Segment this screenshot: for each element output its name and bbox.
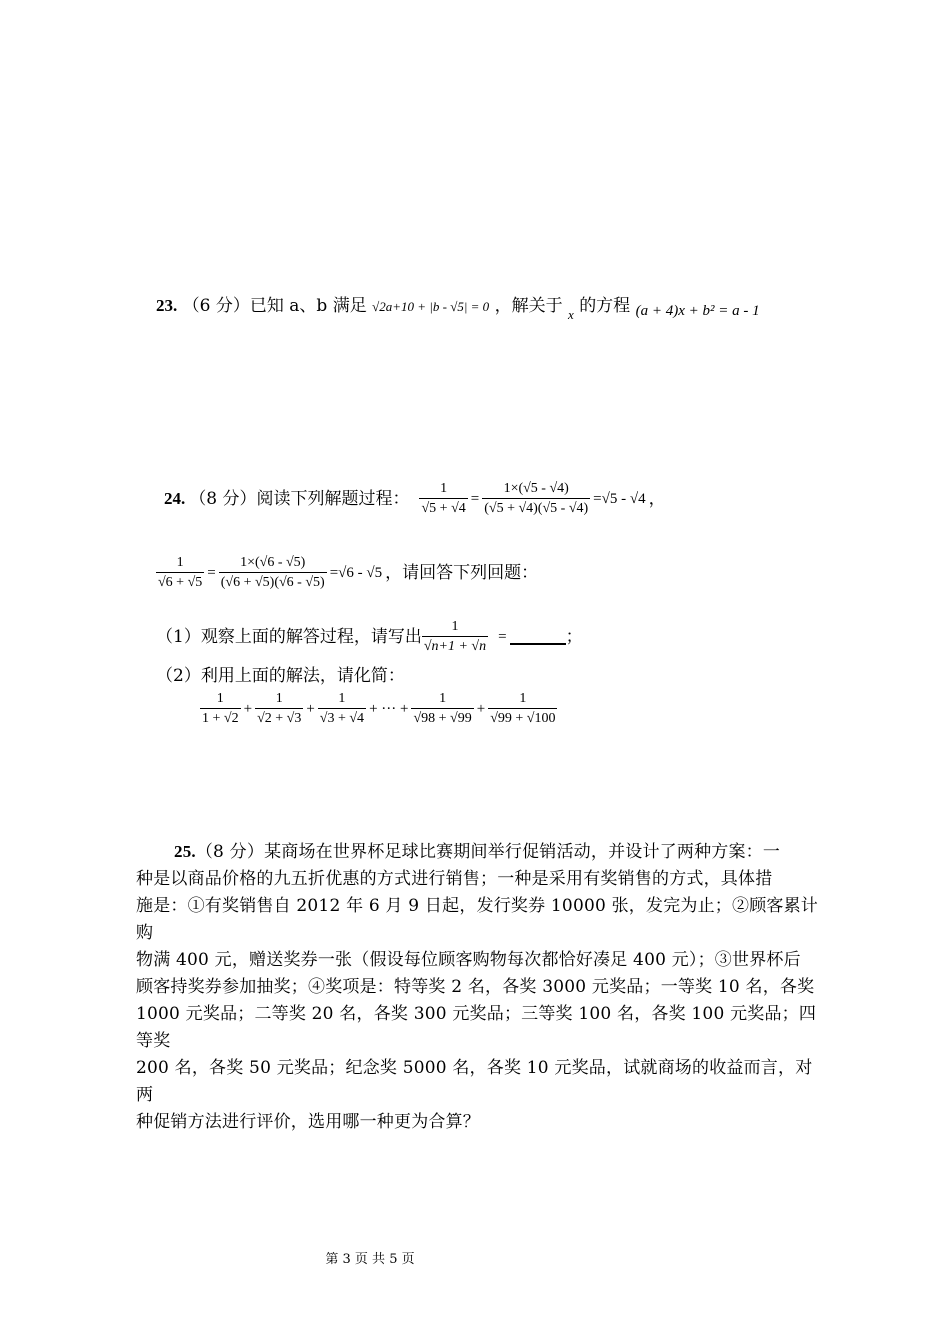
series-term-3-numerator: 1 bbox=[338, 691, 346, 706]
question-23-text-after: 的方程 bbox=[579, 296, 631, 316]
series-term-98-numerator: 1 bbox=[439, 691, 447, 706]
question-25-line-8: 种促销方法进行评价，选用哪一种更为合算？ bbox=[136, 1112, 480, 1132]
question-24-number: 24. bbox=[164, 489, 186, 508]
question-24-part-2-label: （2）利用上面的解法，请化简： bbox=[156, 666, 405, 686]
example-2-tail: ，请回答下列回题： bbox=[385, 563, 539, 583]
question-25 bbox=[136, 838, 826, 1136]
question-23-text-mid: ，解关于 bbox=[494, 296, 563, 316]
example-2-mid-numerator: 1×(√6 - √5) bbox=[240, 555, 306, 570]
question-25-line-7: 200 名，各奖 50 元奖品；纪念奖 5000 名，各奖 10 元奖品，试就商场的收益而言，对两 bbox=[136, 1058, 813, 1105]
example-2-mid-denominator: (√6 + √5)(√6 - √5) bbox=[219, 572, 327, 592]
series-term-1-numerator: 1 bbox=[216, 691, 224, 706]
series-term-1-denominator: 1 + √2 bbox=[200, 708, 241, 728]
example-1-lhs-numerator: 1 bbox=[440, 481, 448, 496]
question-25-number: 25. bbox=[174, 842, 196, 861]
example-2-lhs-fraction bbox=[156, 554, 204, 592]
example-1-mid-denominator: (√5 + √4)(√5 - √4) bbox=[482, 498, 590, 518]
question-25-text-1: （8 分）某商场在世界杯足球比赛期间举行促销活动，并设计了两种方案：一 bbox=[195, 842, 781, 862]
page-footer: 第 3 页 共 5 页 bbox=[325, 1252, 415, 1267]
example-1-result: =√5 - √4 bbox=[593, 491, 646, 507]
example-1-mid-numerator: 1×(√5 - √4) bbox=[503, 481, 569, 496]
series-term-99-numerator: 1 bbox=[519, 691, 527, 706]
question-24-intro: 24. （8 分）阅读下列解题过程： $\frac{1}{√5 + √4}$ = $\frac{1\times(√5 - √4)}{(√5 + √4)(√5 - √4)}$ =√5 - √4 ， bbox=[164, 481, 666, 516]
part-1-end: ； bbox=[565, 627, 583, 647]
series-term-2 bbox=[255, 690, 303, 728]
question-25-line-6: 1000 元奖品；二等奖 20 名，各奖 300 元奖品；三等奖 100 名，各奖 100 元奖品；四等奖 bbox=[136, 1004, 817, 1051]
series-term-98-denominator: √98 + √99 bbox=[411, 708, 473, 728]
series-term-98 bbox=[411, 690, 473, 728]
series-expression: $\frac{1}{1 + √2}$ + $\frac{1}{√2 + √3}$ + $\frac{1}{√3 + √4}$ + ··· + $\frac{1}{√98 + √99}$ + $\frac{1}{√99 + √100}$ bbox=[202, 691, 556, 726]
series-term-99-denominator: √99 + √100 bbox=[488, 708, 557, 728]
answer-blank[interactable] bbox=[510, 629, 566, 645]
question-24-part-1 bbox=[156, 618, 583, 656]
question-23-number: 23. bbox=[156, 296, 178, 315]
series-term-3-denominator: √3 + √4 bbox=[318, 708, 366, 728]
question-24-intro-text: （8 分）阅读下列解题过程： bbox=[189, 489, 410, 509]
part-1-fraction bbox=[422, 618, 488, 656]
example-1-lhs-fraction bbox=[419, 480, 467, 518]
series-term-99 bbox=[488, 690, 557, 728]
question-25-line-2: 种是以商品价格的九五折优惠的方式进行销售；一种是采用有奖销售的方式，具体措 bbox=[136, 869, 773, 889]
example-2-mid-fraction bbox=[219, 554, 327, 592]
question-24-example-2: $\frac{1}{√6 + √5}$ = $\frac{1\times(√6 - √5)}{(√6 + √5)(√6 - √5)}$ =√6 - √5 ，请回答下列回题： bbox=[158, 555, 539, 590]
example-2-lhs-denominator: √6 + √5 bbox=[156, 572, 204, 592]
question-23-text-before: （6 分）已知 a、b 满足 bbox=[182, 296, 367, 316]
series-term-3 bbox=[318, 690, 366, 728]
question-23-equation: (a + 4)x + b² = a - 1 bbox=[635, 303, 760, 319]
series-ellipsis: + ··· + bbox=[369, 700, 409, 717]
question-25-line-3: 施是：①有奖销售自 2012 年 6 月 9 日起，发行奖券 10000 张，发完为止；②顾客累计购 bbox=[136, 896, 819, 943]
question-23-variable: x bbox=[568, 307, 574, 322]
part-1-label: （1）观察上面的解答过程，请写出 bbox=[156, 627, 422, 647]
example-1-lhs-denominator: √5 + √4 bbox=[419, 498, 467, 518]
part-1-equals: = bbox=[498, 629, 507, 645]
part-1-denominator: √n+1 + √n bbox=[422, 636, 488, 656]
question-23-condition: √2a+10 + |b - √5| = 0 bbox=[372, 299, 490, 314]
question-25-line-5: 顾客持奖券参加抽奖；④奖项是：特等奖 2 名，各奖 3000 元奖品；一等奖 10 名，各奖 bbox=[136, 977, 815, 997]
question-25-line-4: 物满 400 元，赠送奖券一张（假设每位顾客购物每次都恰好凑足 400 元）；③世界杯后 bbox=[136, 950, 801, 970]
example-2-lhs-numerator: 1 bbox=[176, 555, 184, 570]
example-2-result: =√6 - √5 bbox=[329, 565, 383, 581]
example-1-mid-fraction bbox=[482, 480, 590, 518]
part-1-numerator: 1 bbox=[451, 619, 459, 634]
question-25-line-1 bbox=[136, 838, 826, 866]
series-term-2-denominator: √2 + √3 bbox=[255, 708, 303, 728]
example-1-tail: ， bbox=[648, 489, 666, 509]
question-23 bbox=[156, 296, 760, 322]
series-term-1 bbox=[200, 690, 241, 728]
series-term-2-numerator: 1 bbox=[275, 691, 283, 706]
